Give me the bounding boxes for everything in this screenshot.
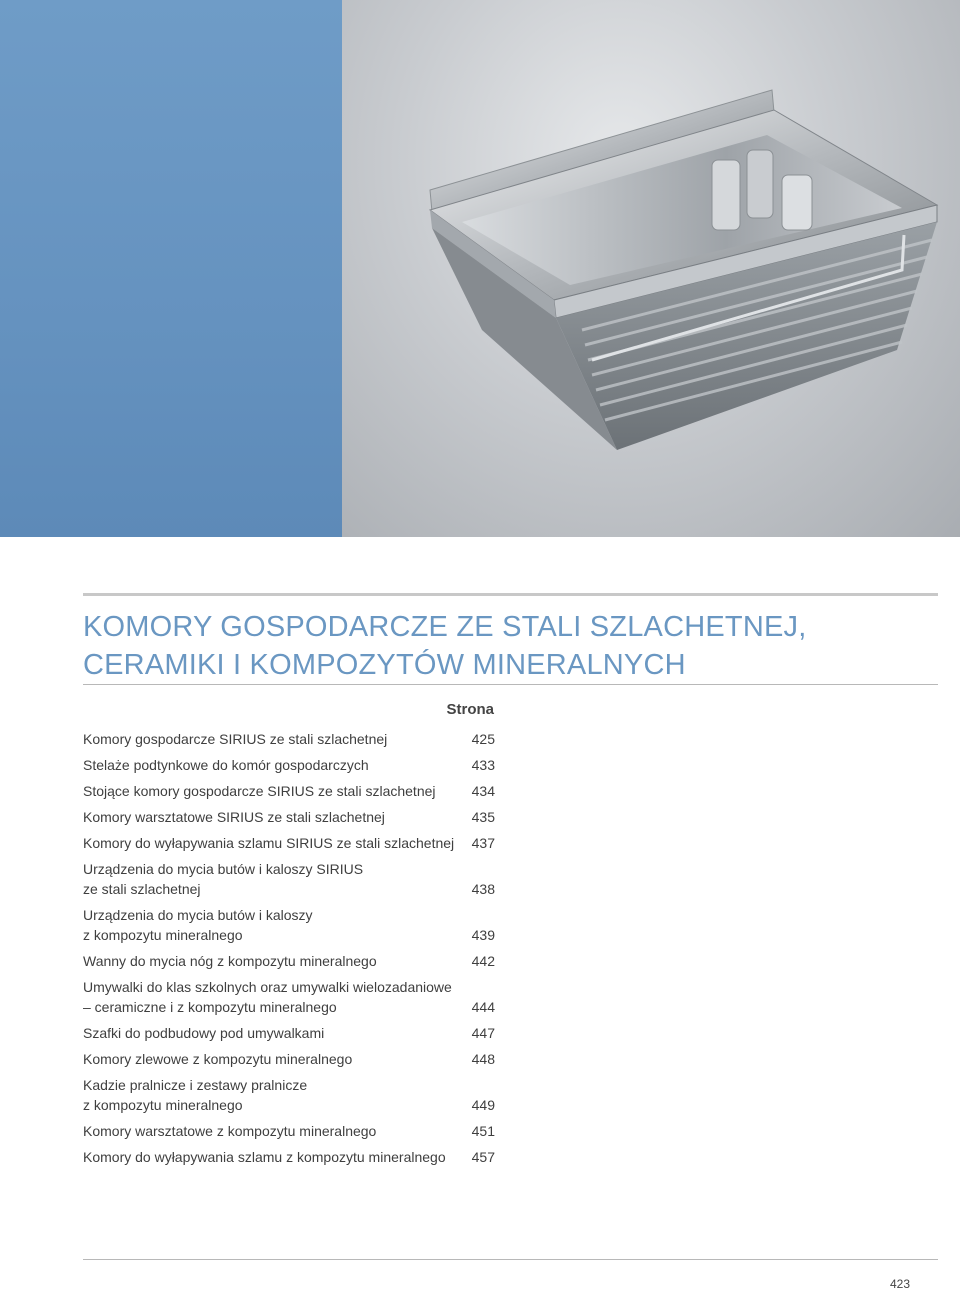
toc-entry xyxy=(83,729,495,749)
toc-entry-title-line: Urządzenia do mycia butów i kaloszy SIRIUS xyxy=(83,861,364,877)
sink-illustration xyxy=(342,0,960,537)
toc-entry-title-line: Komory zlewowe z kompozytu mineralnego xyxy=(83,1051,353,1067)
toc-entry-page: 451 xyxy=(471,1123,495,1139)
toc-entry-title-line: Umywalki do klas szkolnych oraz umywalki wielozadaniowe xyxy=(83,979,452,995)
toc-entry-title xyxy=(83,833,463,853)
section-title xyxy=(83,608,943,684)
toc-entry xyxy=(83,859,495,899)
toc-entry-title-line: z kompozytu mineralnego xyxy=(83,927,243,943)
blue-color-panel xyxy=(0,0,342,537)
toc-entry-title-line: Urządzenia do mycia butów i kaloszy xyxy=(83,907,313,923)
toc-entry xyxy=(83,977,495,1017)
toc-entry-title-line: Komory do wyłapywania szlamu SIRIUS ze stali szlachetnej xyxy=(83,835,455,851)
toc-entry-title-line: z kompozytu mineralnego xyxy=(83,1097,243,1113)
toc-entry-title-line: Stojące komory gospodarcze SIRIUS ze stali szlachetnej xyxy=(83,783,436,799)
bottom-divider xyxy=(83,1259,938,1260)
top-divider xyxy=(83,593,938,596)
toc-entry-page: 442 xyxy=(471,953,495,969)
toc-entry-title-line: Stelaże podtynkowe do komór gospodarczych xyxy=(83,757,369,773)
toc-entry-page: 439 xyxy=(471,927,495,943)
toc-entry-title-line: ze stali szlachetnej xyxy=(83,881,201,897)
toc-entry-title xyxy=(83,1075,463,1115)
toc-entry-title xyxy=(83,1023,463,1043)
toc-entry-title xyxy=(83,781,463,801)
product-photo-stainless-sink xyxy=(342,0,960,537)
toc-entry xyxy=(83,781,495,801)
toc-entry-page: 448 xyxy=(471,1051,495,1067)
toc-entry-title-line: Komory warsztatowe SIRIUS ze stali szlachetnej xyxy=(83,809,385,825)
toc-entry-title xyxy=(83,1147,463,1167)
toc-entry xyxy=(83,1023,495,1043)
toc-entry-page: 438 xyxy=(471,881,495,897)
toc-entry xyxy=(83,1147,495,1167)
toc-entry-title xyxy=(83,905,463,945)
toc-entry xyxy=(83,833,495,853)
toc-entry-page: 435 xyxy=(471,809,495,825)
toc-entry-page: 444 xyxy=(471,999,495,1015)
toc-entry-title xyxy=(83,1121,463,1141)
toc-entry-page: 449 xyxy=(471,1097,495,1113)
toc-entry-title xyxy=(83,951,463,971)
toc-entry-title-line: – ceramiczne i z kompozytu mineralnego xyxy=(83,999,337,1015)
toc-entry-title-line: Wanny do mycia nóg z kompozytu mineralnego xyxy=(83,953,377,969)
toc-entry-title-line: Szafki do podbudowy pod umywalkami xyxy=(83,1025,325,1041)
toc-entry-title xyxy=(83,729,463,749)
toc-entry-page: 447 xyxy=(471,1025,495,1041)
toc-entry xyxy=(83,951,495,971)
toc-entry xyxy=(83,755,495,775)
toc-entry-title-line: Kadzie pralnicze i zestawy pralnicze xyxy=(83,1077,308,1093)
toc-entry-title xyxy=(83,859,463,899)
toc-entry-title-line: Komory gospodarcze SIRIUS ze stali szlachetnej xyxy=(83,731,388,747)
toc-entry-page: 433 xyxy=(471,757,495,773)
toc-entry xyxy=(83,1049,495,1069)
toc-entry-page: 437 xyxy=(471,835,495,851)
page-number: 423 xyxy=(889,1277,910,1291)
toc-entry-page: 434 xyxy=(471,783,495,799)
page-column-header: Strona xyxy=(446,701,494,718)
toc-entry xyxy=(83,1121,495,1141)
toc-entry-title xyxy=(83,977,463,1017)
toc-entry xyxy=(83,807,495,827)
toc-entry-title xyxy=(83,807,463,827)
title-divider xyxy=(83,684,938,685)
toc-entry-title xyxy=(83,755,463,775)
toc-entry-title-line: Komory warsztatowe z kompozytu mineralnego xyxy=(83,1123,377,1139)
section-title-line-1: KOMORY GOSPODARCZE ZE STALI SZLACHETNEJ, xyxy=(83,611,807,643)
toc-entry xyxy=(83,1075,495,1115)
toc-entry-title-line: Komory do wyłapywania szlamu z kompozytu mineralnego xyxy=(83,1149,446,1165)
toc-entry xyxy=(83,905,495,945)
toc-entry-title xyxy=(83,1049,463,1069)
toc-entry-page: 457 xyxy=(471,1149,495,1165)
toc-entry-page: 425 xyxy=(471,731,495,747)
section-title-line-2: CERAMIKI I KOMPOZYTÓW MINERALNYCH xyxy=(83,649,686,681)
